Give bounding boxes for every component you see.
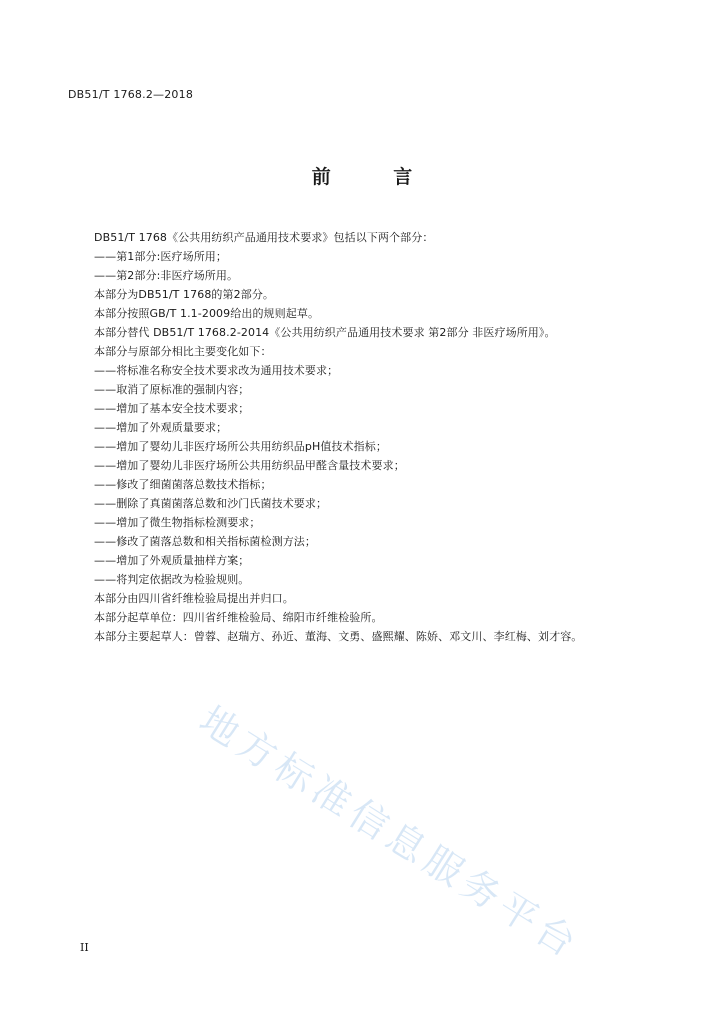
page-number: II — [80, 941, 89, 954]
change-item: ——将判定依据改为检验规则。 — [94, 573, 250, 586]
foreword-line: 本部分由四川省纤维检验局提出并归口。 — [94, 592, 294, 605]
page-title: 前 言 — [311, 166, 441, 188]
change-item: ——增加了基本安全技术要求； — [94, 402, 250, 415]
change-item: ——增加了婴幼儿非医疗场所公共用纺织品pH值技术指标； — [94, 440, 387, 453]
change-item: ——增加了外观质量抽样方案； — [94, 554, 250, 567]
foreword-line: 本部分主要起草人：曾蓉、赵瑞方、孙近、董海、文勇、盛熙耀、陈娇、邓文川、李红梅、刘才容。 — [94, 630, 583, 643]
change-item: ——取消了原标准的强制内容； — [94, 383, 250, 396]
foreword-body — [94, 228, 684, 646]
document-code: DB51/T 1768.2—2018 — [68, 88, 194, 101]
foreword-line: 本部分替代 DB51/T 1768.2-2014《公共用纺织产品通用技术要求 第2部分 非医疗场所用》。 — [94, 326, 556, 339]
change-item: ——删除了真菌菌落总数和沙门氏菌技术要求； — [94, 497, 328, 510]
foreword-line: ——第1部分:医疗场所用； — [94, 250, 228, 263]
foreword-line: 本部分与原部分相比主要变化如下： — [94, 345, 272, 358]
foreword-line: ——第2部分:非医疗场所用。 — [94, 269, 239, 282]
change-item: ——增加了微生物指标检测要求； — [94, 516, 261, 529]
change-item: ——修改了菌落总数和相关指标菌检测方法； — [94, 535, 316, 548]
change-item: ——增加了外观质量要求； — [94, 421, 228, 434]
foreword-line: 本部分为DB51/T 1768的第2部分。 — [94, 288, 275, 301]
change-item: ——增加了婴幼儿非医疗场所公共用纺织品甲醛含量技术要求； — [94, 459, 405, 472]
change-item: ——将标准名称安全技术要求改为通用技术要求； — [94, 364, 339, 377]
change-item: ——修改了细菌菌落总数技术指标； — [94, 478, 272, 491]
foreword-line: DB51/T 1768《公共用纺织产品通用技术要求》包括以下两个部分： — [94, 231, 434, 244]
foreword-line: 本部分起草单位：四川省纤维检验局、绵阳市纤维检验所。 — [94, 611, 383, 624]
foreword-line: 本部分按照GB/T 1.1-2009给出的规则起草。 — [94, 307, 320, 320]
watermark: 地方标准信息服务平台 — [191, 697, 589, 969]
